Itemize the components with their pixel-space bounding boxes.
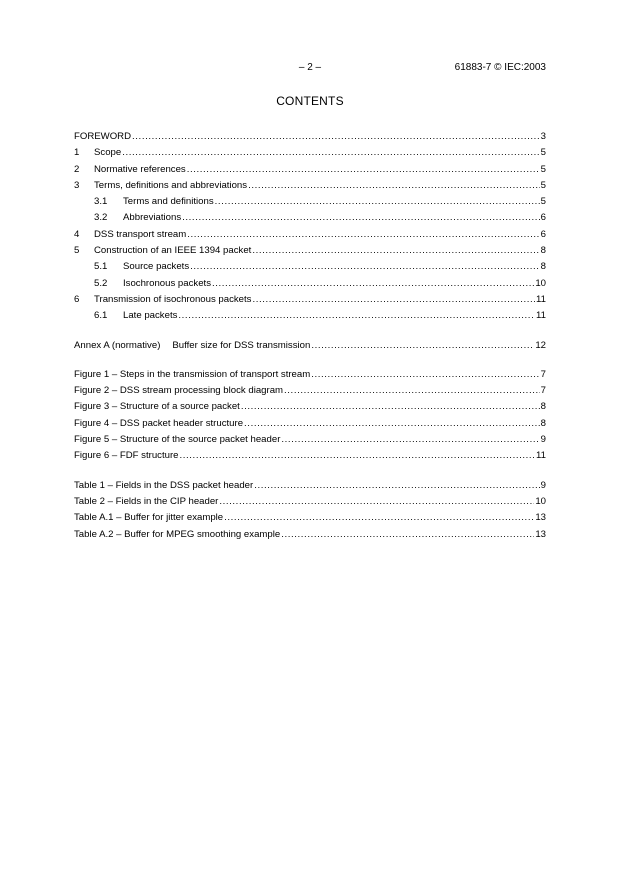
toc-entry-label: Table 2 – Fields in the CIP header bbox=[74, 495, 219, 507]
toc-entry[interactable] bbox=[74, 416, 546, 432]
toc-entry-label: Figure 5 – Structure of the source packet header bbox=[74, 434, 281, 446]
toc-entry[interactable] bbox=[74, 243, 546, 259]
toc-entry-page: 13 bbox=[535, 512, 546, 524]
toc-entry-page: 8 bbox=[540, 401, 546, 413]
toc-entry[interactable] bbox=[74, 162, 546, 178]
toc-entry-page: 8 bbox=[540, 245, 546, 257]
dot-leader bbox=[248, 178, 540, 194]
toc-entry[interactable] bbox=[74, 178, 546, 194]
dot-leader bbox=[182, 210, 540, 226]
toc-entry-number: 2 bbox=[74, 163, 80, 175]
toc-entry-page: 12 bbox=[535, 339, 546, 351]
toc-entry-page: 7 bbox=[540, 368, 546, 380]
dot-leader bbox=[284, 383, 540, 399]
toc-entry-label bbox=[74, 338, 310, 354]
toc-entry-label: Late packets bbox=[123, 310, 178, 322]
toc-entry-page: 8 bbox=[540, 417, 546, 429]
toc-entry-label: Terms and definitions bbox=[123, 196, 214, 208]
toc-entry-page: 11 bbox=[536, 450, 546, 462]
toc-entry[interactable] bbox=[74, 145, 546, 161]
list-of-tables bbox=[74, 478, 546, 543]
toc-entry-label: Figure 4 – DSS packet header structure bbox=[74, 417, 244, 429]
toc-entry-number: 1 bbox=[74, 147, 80, 159]
toc-entry-label: Figure 6 – FDF structure bbox=[74, 450, 179, 462]
dot-leader bbox=[122, 145, 539, 161]
dot-leader bbox=[281, 432, 539, 448]
toc-entry[interactable] bbox=[74, 129, 546, 145]
toc-entry-label: Isochronous packets bbox=[123, 277, 211, 289]
dot-leader bbox=[224, 510, 534, 526]
annex-prefix: Annex A (normative) bbox=[74, 339, 161, 351]
table-of-contents bbox=[74, 129, 546, 543]
toc-entry-page: 10 bbox=[535, 495, 546, 507]
dot-leader bbox=[132, 129, 540, 145]
toc-entry[interactable] bbox=[74, 210, 546, 226]
toc-entry-page: 5 bbox=[540, 163, 546, 175]
list-of-figures bbox=[74, 367, 546, 465]
dot-leader bbox=[215, 194, 540, 210]
toc-entry-page: 9 bbox=[540, 434, 546, 446]
toc-entry[interactable] bbox=[74, 478, 546, 494]
toc-entry[interactable] bbox=[74, 432, 546, 448]
toc-entry[interactable] bbox=[74, 527, 546, 543]
toc-spacer bbox=[74, 325, 546, 338]
page-title: CONTENTS bbox=[276, 94, 344, 108]
toc-entry-page: 10 bbox=[535, 277, 546, 289]
document-id: 61883-7 © IEC:2003 bbox=[454, 62, 546, 73]
toc-entry-label: Figure 1 – Steps in the transmission of transport stream bbox=[74, 368, 311, 380]
toc-entry[interactable] bbox=[74, 194, 546, 210]
toc-entry[interactable] bbox=[74, 292, 546, 308]
toc-entry-label: DSS transport stream bbox=[94, 228, 187, 240]
toc-entry[interactable] bbox=[74, 259, 546, 275]
toc-entry-label: Figure 3 – Structure of a source packet bbox=[74, 401, 240, 413]
toc-entry-number: 5.1 bbox=[94, 261, 108, 273]
dot-leader bbox=[281, 527, 534, 543]
toc-entry[interactable] bbox=[74, 383, 546, 399]
dot-leader bbox=[241, 399, 540, 415]
toc-entry-label: Transmission of isochronous packets bbox=[94, 293, 252, 305]
toc-entry-page: 3 bbox=[540, 131, 546, 142]
toc-entry-page: 9 bbox=[540, 479, 546, 491]
toc-entry-page: 11 bbox=[536, 293, 546, 305]
toc-sections bbox=[74, 129, 546, 325]
toc-entry-page: 6 bbox=[540, 212, 546, 224]
toc-entry-label: Scope bbox=[94, 147, 122, 159]
page-number: – 2 – bbox=[298, 62, 322, 73]
dot-leader bbox=[244, 416, 540, 432]
toc-entry-label: Source packets bbox=[123, 261, 190, 273]
toc-entry-page: 5 bbox=[540, 196, 546, 208]
toc-entry-annex[interactable] bbox=[74, 338, 546, 354]
toc-entry-number: 5 bbox=[74, 245, 80, 257]
annex-title: Buffer size for DSS transmission bbox=[172, 339, 311, 351]
toc-entry-page: 5 bbox=[540, 179, 546, 191]
dot-leader bbox=[187, 227, 539, 243]
dot-leader bbox=[190, 259, 540, 275]
dot-leader bbox=[212, 276, 534, 292]
toc-entry-number: 6 bbox=[74, 293, 80, 305]
toc-entry-number: 5.2 bbox=[94, 277, 108, 289]
dot-leader bbox=[252, 243, 539, 259]
dot-leader bbox=[252, 292, 535, 308]
toc-entry-page: 8 bbox=[540, 261, 546, 273]
toc-entry-label: Terms, definitions and abbreviations bbox=[94, 179, 248, 191]
toc-spacer bbox=[74, 354, 546, 367]
dot-leader bbox=[187, 162, 540, 178]
toc-entry-label: FOREWORD bbox=[74, 131, 132, 142]
toc-entry-label: Abbreviations bbox=[123, 212, 182, 224]
toc-entry[interactable] bbox=[74, 227, 546, 243]
toc-entry[interactable] bbox=[74, 510, 546, 526]
dot-leader bbox=[180, 448, 536, 464]
toc-entry-label: Table A.2 – Buffer for MPEG smoothing example bbox=[74, 528, 281, 540]
dot-leader bbox=[219, 494, 534, 510]
toc-entry-label: Construction of an IEEE 1394 packet bbox=[94, 245, 252, 257]
toc-entry-label: Normative references bbox=[94, 163, 186, 175]
toc-entry[interactable] bbox=[74, 276, 546, 292]
toc-entry[interactable] bbox=[74, 494, 546, 510]
toc-entry-page: 6 bbox=[540, 228, 546, 240]
dot-leader bbox=[311, 338, 534, 354]
toc-entry-label: Table A.1 – Buffer for jitter example bbox=[74, 512, 224, 524]
dot-leader bbox=[178, 308, 535, 324]
toc-entry-number: 3.1 bbox=[94, 196, 108, 208]
dot-leader bbox=[254, 478, 539, 494]
toc-entry-label: Figure 2 – DSS stream processing block diagram bbox=[74, 385, 284, 397]
toc-spacer bbox=[74, 465, 546, 478]
toc-entry-label: Table 1 – Fields in the DSS packet header bbox=[74, 479, 254, 491]
toc-entry-number: 3.2 bbox=[94, 212, 108, 224]
toc-entry-number: 4 bbox=[74, 228, 80, 240]
dot-leader bbox=[311, 367, 539, 383]
toc-entry[interactable] bbox=[74, 399, 546, 415]
toc-entry-page: 13 bbox=[535, 528, 546, 540]
toc-entry[interactable] bbox=[74, 367, 546, 383]
toc-entry-page: 5 bbox=[540, 147, 546, 159]
toc-entry-page: 7 bbox=[540, 385, 546, 397]
toc-entry-number: 3 bbox=[74, 179, 80, 191]
toc-entry[interactable] bbox=[74, 308, 546, 324]
toc-entry-page: 11 bbox=[536, 310, 546, 322]
toc-entry[interactable] bbox=[74, 448, 546, 464]
toc-entry-number: 6.1 bbox=[94, 310, 108, 322]
